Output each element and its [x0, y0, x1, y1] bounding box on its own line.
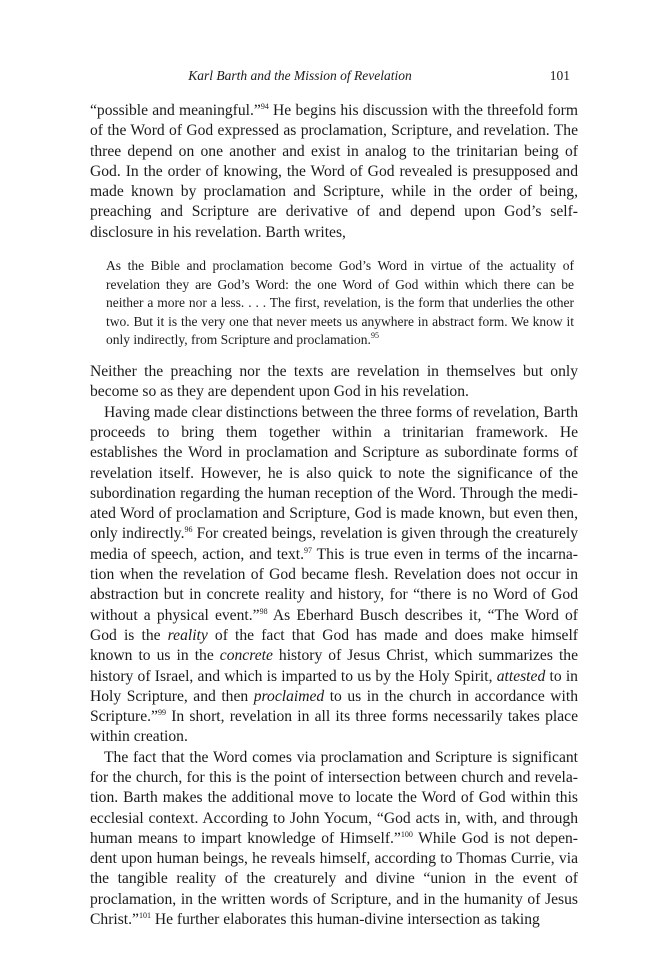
paragraph-2: Neither the preaching nor the texts are revelation in themselves but only become so as they are dependent upon God in his revelation.	[90, 363, 578, 401]
footnote-ref-99: 99	[157, 708, 166, 718]
text-run: “possible and meaningful.”	[90, 102, 261, 119]
paragraph-1	[90, 101, 578, 243]
text-run: to us in the church in accordance with Scripture.”	[90, 687, 578, 726]
running-title: Karl Barth and the Mission of Revelation	[188, 68, 412, 83]
text-run: Having made clear distinctions between the three forms of revelation, Barth proceeds to bring them together within a trinitarian framework. He establishes the Word in proclamation and Scripture as subordinate forms of revelation itself. However, he is also quick to note the significance of the subordination regarding the human reception of the Word. Through the mediated Word of proclamation and Scripture, God is made known, but even then, only indirectly.	[90, 403, 578, 543]
text-run: In short, revelation in all its three forms necessarily takes place within creation.	[90, 708, 578, 746]
text-run: He further elaborates this human-divine intersection as taking	[150, 911, 540, 929]
footnote-ref-97: 97	[303, 545, 312, 555]
text-run: While God is not dependent upon human beings, he reveals himself, according to Thomas Currie, via the tangible reality of the creaturely and divine “union in the event of proclamation, in the written words of Scripture, and in the humanity of Jesus Christ.”	[90, 829, 578, 929]
text-run: The fact that the Word comes via proclamation and Scripture is significant for the church, for this is the point of intersection between church and revelation. Barth makes the additional move to locate the Word of God within this ecclesial context. According to John Yocum, “God acts in, with, and through human means to impart knowledge of Himself.”	[90, 748, 578, 847]
text-run: He begins his discussion with the threefold form of the Word of God expressed as proclamation, Scripture, and revelation. The three depend on one another and exist in analog to the trinitarian being of God. In the order of knowing, the Word of God revealed is presupposed and made known by proclamation and Scripture, while in the order of being, preaching and Scripture are derivative of and depend upon God’s self-disclosure in his revelation. Barth writes,	[90, 102, 578, 241]
block-quote	[106, 257, 574, 350]
footnote-ref-101: 101	[138, 911, 151, 921]
text-run: to in Holy Scripture, and then	[90, 667, 578, 705]
text-run: This is true even in terms of the incarnation when the revelation of God became flesh. Revelation does not occur in abstraction but in concrete reality and history, for “there is no Word of God without a physical event.”	[90, 545, 578, 624]
text-run: For created beings, revelation is given through the creaturely media of speech, action, and text.	[90, 525, 579, 563]
emphasis-attested: attested	[496, 667, 546, 685]
footnote-ref-95: 95	[370, 331, 379, 341]
footnote-ref-96: 96	[184, 525, 193, 535]
body-text	[90, 101, 578, 930]
footnote-ref-98: 98	[259, 606, 268, 616]
footnote-ref-100: 100	[400, 829, 413, 839]
paragraph-4	[90, 748, 578, 931]
emphasis-concrete: concrete	[219, 647, 273, 665]
running-header	[90, 68, 570, 88]
text-run: history of Jesus Christ, which summarizes the history of Israel, and which is imparted to us by the Holy Spirit,	[90, 647, 578, 685]
paragraph-3	[90, 403, 578, 748]
quote-text: As the Bible and proclamation become God’s Word in virtue of the actuality of revelation they are God’s Word: the one Word of God within which there can be neither a more nor a less. . . . The first, revelation, is the form that underlies the other two. But it is the very one that never meets us anywhere in abstract form. We know it only indirectly, from Scripture and proclamation.	[106, 258, 574, 348]
page-number: 101	[549, 68, 570, 83]
text-run: of the fact that God has made and does make himself known to us in the	[90, 626, 578, 665]
emphasis-reality: reality	[167, 626, 208, 644]
footnote-ref-94: 94	[260, 102, 269, 111]
emphasis-proclaimed: proclaimed	[253, 687, 325, 705]
text-run: As Eberhard Busch describes it, “The Word of God is the	[90, 606, 579, 644]
